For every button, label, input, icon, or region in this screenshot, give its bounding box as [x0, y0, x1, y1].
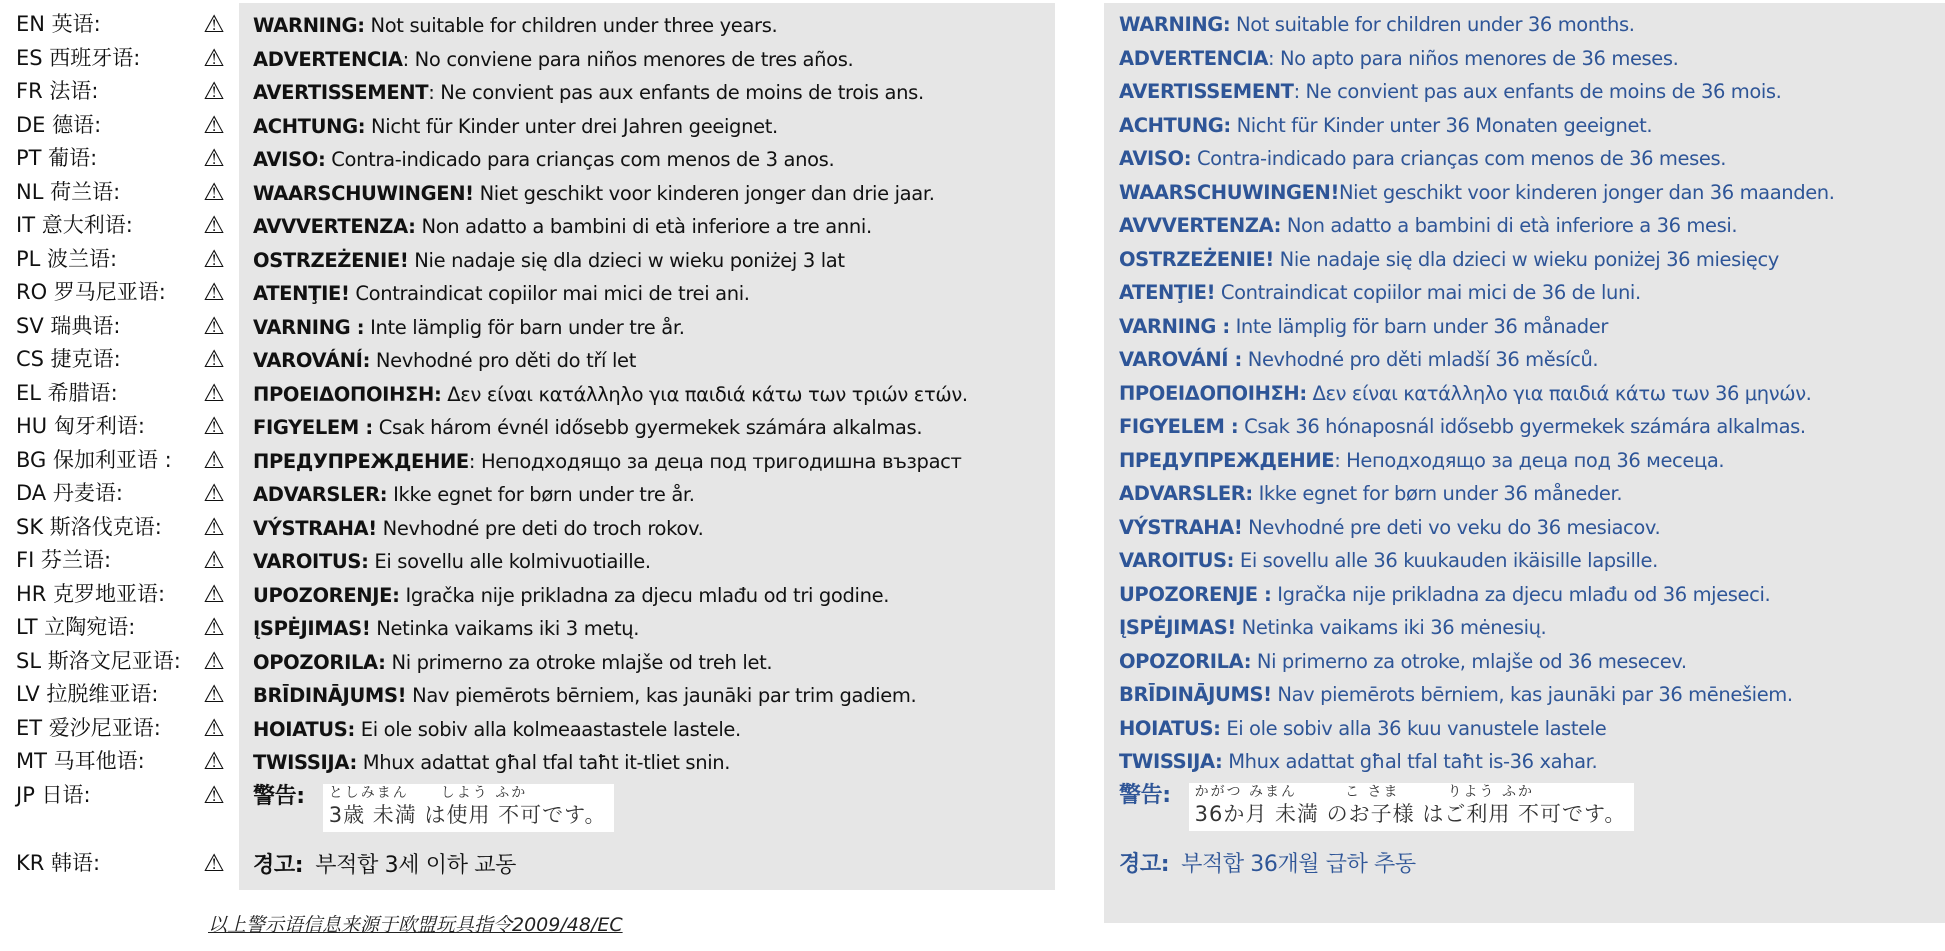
warning-prefix: BRĪDINĀJUMS!	[253, 684, 407, 707]
language-label: NL 荷兰语:	[16, 179, 121, 204]
warning-prefix: AVVVERTENZA:	[1119, 214, 1282, 237]
warning-row	[253, 277, 968, 311]
language-label: EN 英语:	[16, 12, 101, 36]
warning-prefix: TWISSIJA:	[253, 751, 357, 774]
warning-prefix: AVISO:	[1119, 147, 1192, 170]
warning-prefix: 경고:	[1119, 851, 1170, 877]
warning-row	[253, 76, 968, 110]
warning-text: Contra-indicado para crianças com menos de 3 anos.	[325, 148, 835, 171]
warning-row	[1119, 8, 1835, 42]
warning-row	[253, 545, 968, 579]
warning-triangle-icon: ⚠	[203, 680, 225, 708]
warning-prefix: FIGYELEM :	[1119, 415, 1239, 438]
japanese-warning-box	[1189, 783, 1635, 831]
warning-row	[253, 478, 968, 512]
warning-row	[253, 679, 968, 713]
warning-row	[1119, 578, 1835, 612]
warning-triangle-icon: ⚠	[203, 780, 225, 809]
warning-row	[1119, 109, 1835, 143]
language-label: SV 瑞典语:	[16, 313, 121, 338]
warning-row	[253, 445, 968, 479]
warning-text: Netinka vaikams iki 3 metų.	[370, 617, 640, 640]
warning-row	[1119, 75, 1835, 109]
warning-text: Non adatto a bambini di età inferiore a 36 mesi.	[1281, 214, 1738, 237]
warning-prefix: AVERTISSEMENT	[1119, 80, 1294, 103]
warning-prefix: VARNING :	[1119, 314, 1230, 338]
warning-text: : Неподходящо за деца под тригодишна възраст	[468, 449, 962, 473]
language-label: PL 波兰语:	[16, 246, 118, 271]
warning-prefix: ADVERTENCIA	[1119, 46, 1269, 70]
warning-prefix: ATENŢIE!	[253, 282, 350, 305]
warning-prefix: ADVERTENCIA	[253, 47, 403, 71]
warning-text: Nevhodné pro děti do tří let	[370, 349, 636, 372]
warning-triangle-icon: ⚠	[203, 211, 225, 239]
language-label: ES 西班牙语:	[16, 45, 141, 70]
source-footnote: 以上警示语信息来源于欧盟玩具指令2009/48/EC	[208, 914, 623, 936]
warning-text: Ikke egnet for børn under tre år.	[387, 483, 695, 506]
warnings-list-3-years	[253, 9, 968, 884]
warning-text: Nevhodné pro děti mladší 36 měsíců.	[1241, 348, 1599, 371]
warning-row	[253, 378, 968, 412]
language-label: EL 希腊语:	[16, 380, 118, 405]
warning-prefix: BRĪDINĀJUMS!	[1119, 683, 1272, 706]
warning-text: : Ne convient pas aux enfants de moins de trois ans.	[428, 81, 924, 104]
language-label: BG 保加利亚语 :	[16, 447, 172, 472]
warning-row	[1119, 645, 1835, 679]
warnings-panel-36-months	[1104, 3, 1945, 923]
warnings-panel-3-years	[239, 3, 1055, 890]
warning-prefix: VAROITUS:	[1119, 549, 1235, 572]
warning-text: Ei sovellu alle 36 kuukauden ikäisille lapsille.	[1234, 549, 1658, 572]
warning-triangle-icon: ⚠	[203, 848, 225, 877]
warning-text: 부적합 3세 이하 교동	[315, 852, 517, 878]
warning-prefix: 警告:	[1119, 782, 1171, 808]
warning-text: 3歳 未満 は使用 不可です。	[328, 802, 607, 827]
warning-text: Ikke egnet for børn under 36 måneder.	[1252, 482, 1623, 505]
warning-prefix: AVVVERTENZA:	[253, 215, 416, 238]
warning-prefix: VAROVÁNÍ :	[1119, 348, 1242, 371]
warning-row-japanese	[253, 780, 968, 848]
warning-row	[1119, 712, 1835, 746]
warning-row	[1119, 142, 1835, 176]
warning-prefix: WAARSCHUWINGEN!	[1119, 180, 1339, 204]
warning-triangle-icon: ⚠	[203, 244, 225, 273]
warning-text: 부적합 36개월 급하 추동	[1181, 851, 1416, 877]
warning-prefix: AVERTISSEMENT	[253, 81, 429, 104]
warning-text: Netinka vaikams iki 36 mėnesių.	[1235, 616, 1547, 639]
warning-prefix: ĮSPĖJIMAS!	[253, 617, 371, 640]
warning-text: Nicht für Kinder unter 36 Monaten geeignet.	[1230, 113, 1653, 137]
language-label: HU 匈牙利语:	[16, 414, 145, 438]
warning-row	[1119, 678, 1835, 712]
warning-prefix: ΠΡΟΕΙΔΟΠΟΙΗΣΗ:	[1119, 381, 1307, 405]
warning-row	[253, 177, 968, 211]
warning-text: : No conviene para niños menores de tres años.	[402, 47, 854, 71]
warning-row	[1119, 544, 1835, 578]
warning-prefix: VAROITUS:	[253, 550, 369, 573]
warning-text: Mhux adattat għal tfal taħt it-tliet snin.	[356, 751, 731, 774]
warning-row	[1119, 343, 1835, 377]
language-label: CS 捷克语:	[16, 347, 121, 371]
warning-triangle-icon: ⚠	[203, 579, 225, 608]
warning-triangle-icon: ⚠	[203, 378, 225, 407]
warning-row-japanese	[1119, 779, 1835, 847]
warning-prefix: OSTRZEŻENIE!	[1119, 247, 1274, 271]
warning-row	[253, 311, 968, 345]
warning-text: Nav piemērots bērniem, kas jaunāki par 36 mēnešiem.	[1271, 683, 1793, 706]
warning-row	[253, 43, 968, 77]
warning-triangle-icon: ⚠	[203, 278, 225, 306]
warning-triangle-icon: ⚠	[203, 177, 225, 206]
language-label: LV 拉脱维亚语:	[16, 682, 159, 706]
warning-text: Nicht für Kinder unter drei Jahren geeignet.	[365, 114, 778, 138]
warning-triangle-icon: ⚠	[203, 445, 225, 474]
warning-row	[253, 143, 968, 177]
warning-text: Contraindicat copiilor mai mici de trei ani.	[349, 282, 750, 305]
warning-text: Not suitable for children under three years.	[364, 14, 778, 37]
warning-prefix: ATENŢIE!	[1119, 281, 1216, 304]
warning-triangle-icon: ⚠	[203, 546, 225, 574]
japanese-warning-box	[323, 784, 615, 832]
warning-text: Δεν είναι κατάλληλο για παιδιά κάτω των 36 μηνών.	[1306, 381, 1812, 405]
language-label: MT 马耳他语:	[16, 749, 145, 773]
warning-text: Inte lämplig för barn under 36 månader	[1229, 314, 1609, 338]
warning-prefix: ĮSPĖJIMAS!	[1119, 616, 1236, 639]
warning-triangle-icon: ⚠	[203, 345, 225, 373]
warning-prefix: 警告:	[253, 783, 305, 809]
warning-row	[253, 110, 968, 144]
language-label: FR 法语:	[16, 79, 99, 103]
warning-triangle-icon: ⚠	[203, 747, 225, 775]
warning-triangle-icon: ⚠	[203, 77, 225, 105]
warning-prefix: VÝSTRAHA!	[1119, 515, 1243, 539]
warning-text: : Ne convient pas aux enfants de moins de 36 mois.	[1293, 80, 1782, 103]
warning-row	[253, 612, 968, 646]
language-label: SK 斯洛伐克语:	[16, 514, 162, 539]
warning-text: : No apto para niños menores de 36 meses.	[1268, 46, 1679, 70]
warning-prefix: ADVARSLER:	[1119, 482, 1253, 505]
warning-text: Ei ole sobiv alla 36 kuu vanustele lastele	[1220, 716, 1607, 740]
warning-row	[1119, 477, 1835, 511]
warning-row	[1119, 310, 1835, 344]
warning-prefix: VÝSTRAHA!	[253, 516, 377, 540]
language-label: PT 葡语:	[16, 146, 98, 170]
warning-prefix: WARNING:	[253, 14, 365, 37]
warning-row	[253, 646, 968, 680]
warning-text: Ei sovellu alle kolmivuotiaille.	[368, 550, 651, 573]
warning-text: Nevhodné pre deti do troch rokov.	[376, 516, 704, 540]
warning-text: 36か月 未満 のお子様 はご利用 不可です。	[1194, 801, 1627, 826]
warning-text: Mhux adattat għal tfal taħt is-36 xahar.	[1222, 750, 1598, 773]
warning-text: Δεν είναι κατάλληλο για παιδιά κάτω των τριών ετών.	[441, 382, 968, 406]
warning-row	[1119, 611, 1835, 645]
furigana-reading: かがつ みまん こ さま りよう ふか	[1194, 783, 1534, 800]
warning-row	[1119, 745, 1835, 779]
warning-triangle-icon: ⚠	[203, 512, 225, 541]
language-label: ET 爱沙尼亚语:	[16, 715, 161, 740]
warning-text: Nie nadaje się dla dzieci w wieku poniżej 3 lat	[408, 248, 845, 272]
warning-row	[253, 9, 968, 43]
warning-prefix: HOIATUS:	[1119, 716, 1221, 740]
warning-row	[253, 210, 968, 244]
warning-prefix: OSTRZEŻENIE!	[253, 248, 409, 272]
furigana-reading: としみまん しよう ふか	[328, 784, 528, 801]
language-label-column	[16, 8, 191, 883]
warning-text: Nav piemērots bērniem, kas jaunāki par trim gadiem.	[406, 684, 917, 707]
warning-icon-column	[196, 8, 232, 883]
warning-row	[1119, 176, 1835, 210]
warning-text: Niet geschikt voor kinderen jonger dan drie jaar.	[473, 181, 935, 205]
language-label: JP 日语:	[16, 782, 91, 807]
warning-text: Nie nadaje się dla dzieci w wieku poniżej 36 miesięcy	[1273, 247, 1779, 271]
warning-prefix: ACHTUNG:	[1119, 113, 1231, 137]
warning-text: Ni primerno za otroke mlajše od treh let.	[385, 650, 773, 674]
warning-text: Niet geschikt voor kinderen jonger dan 36 maanden.	[1338, 180, 1835, 204]
warning-triangle-icon: ⚠	[203, 10, 225, 38]
warning-text: Contraindicat copiilor mai mici de 36 de luni.	[1215, 281, 1641, 304]
language-label: HR 克罗地亚语:	[16, 581, 166, 606]
warnings-list-36-months	[1119, 8, 1835, 883]
language-label: FI 芬兰语:	[16, 548, 112, 572]
warning-prefix: ПРЕДУПРЕЖДЕНИЕ	[1119, 448, 1335, 472]
warning-triangle-icon: ⚠	[203, 311, 225, 340]
warning-row	[253, 579, 968, 613]
warning-text: Ei ole sobiv alla kolmeaastastele lastele.	[354, 717, 741, 741]
warning-prefix: UPOZORENJE :	[1119, 582, 1272, 606]
warning-prefix: ΠΡΟΕΙΔΟΠΟΙΗΣΗ:	[253, 382, 442, 406]
language-label: KR 韩语:	[16, 850, 101, 875]
warning-row	[253, 244, 968, 278]
warning-prefix: 경고:	[253, 852, 304, 878]
warning-prefix: ADVARSLER:	[253, 483, 388, 506]
warning-triangle-icon: ⚠	[203, 43, 225, 72]
warning-prefix: FIGYELEM :	[253, 416, 373, 439]
warning-text: Igračka nije prikladna za djecu mlađu od 36 mjeseci.	[1271, 582, 1771, 606]
warning-text: Igračka nije prikladna za djecu mlađu od tri godine.	[399, 583, 890, 607]
warning-text: Csak 36 hónaposnál idősebb gyermekek számára alkalmas.	[1238, 415, 1806, 438]
warning-prefix: OPOZORILA:	[253, 650, 386, 674]
warning-row-korean	[253, 848, 968, 884]
warning-text: Csak három évnél idősebb gyermekek számára alkalmas.	[372, 416, 923, 439]
warning-row	[253, 344, 968, 378]
warning-row	[1119, 377, 1835, 411]
language-label: DE 德语:	[16, 112, 102, 137]
warning-text: Nevhodné pre deti vo veku do 36 mesiacov.	[1242, 515, 1661, 539]
warning-triangle-icon: ⚠	[203, 613, 225, 641]
language-label: LT 立陶宛语:	[16, 615, 136, 639]
warning-prefix: WAARSCHUWINGEN!	[253, 181, 474, 205]
warning-row	[253, 411, 968, 445]
warning-row	[1119, 444, 1835, 478]
warning-row	[253, 713, 968, 747]
language-label: DA 丹麦语:	[16, 481, 123, 505]
warning-text: Non adatto a bambini di età inferiore a tre anni.	[415, 215, 872, 238]
warning-triangle-icon: ⚠	[203, 110, 225, 139]
warning-row	[1119, 511, 1835, 545]
warning-prefix: VAROVÁNÍ:	[253, 349, 371, 372]
warning-prefix: UPOZORENJE:	[253, 583, 400, 607]
warning-row	[253, 746, 968, 780]
warning-prefix: HOIATUS:	[253, 717, 355, 741]
warning-prefix: TWISSIJA:	[1119, 750, 1223, 773]
warning-row	[253, 512, 968, 546]
language-label: RO 罗马尼亚语:	[16, 280, 166, 304]
warning-row	[1119, 209, 1835, 243]
warning-prefix: ACHTUNG:	[253, 114, 366, 138]
warning-row	[1119, 410, 1835, 444]
warning-triangle-icon: ⚠	[203, 646, 225, 675]
warning-text: : Неподходящо за деца под 36 месеца.	[1334, 448, 1725, 472]
language-label: SL 斯洛文尼亚语:	[16, 648, 181, 673]
warning-row	[1119, 42, 1835, 76]
warning-triangle-icon: ⚠	[203, 479, 225, 507]
warning-row	[1119, 243, 1835, 277]
warning-row	[1119, 276, 1835, 310]
warning-row-korean	[1119, 847, 1835, 883]
warning-triangle-icon: ⚠	[203, 412, 225, 440]
warning-triangle-icon: ⚠	[203, 144, 225, 172]
warning-prefix: AVISO:	[253, 148, 326, 171]
warning-text: Ni primerno za otroke, mlajše od 36 mesecev.	[1251, 649, 1687, 673]
warning-triangle-icon: ⚠	[203, 713, 225, 742]
warning-text: Contra-indicado para crianças com menos de 36 meses.	[1191, 147, 1727, 170]
warning-prefix: OPOZORILA:	[1119, 649, 1252, 673]
warning-text: Inte lämplig för barn under tre år.	[364, 315, 685, 339]
language-label: IT 意大利语:	[16, 213, 133, 237]
warning-prefix: ПРЕДУПРЕЖДЕНИЕ	[253, 449, 469, 473]
warning-prefix: VARNING :	[253, 315, 365, 339]
warning-text: Not suitable for children under 36 months.	[1230, 13, 1635, 36]
warning-prefix: WARNING:	[1119, 13, 1231, 36]
